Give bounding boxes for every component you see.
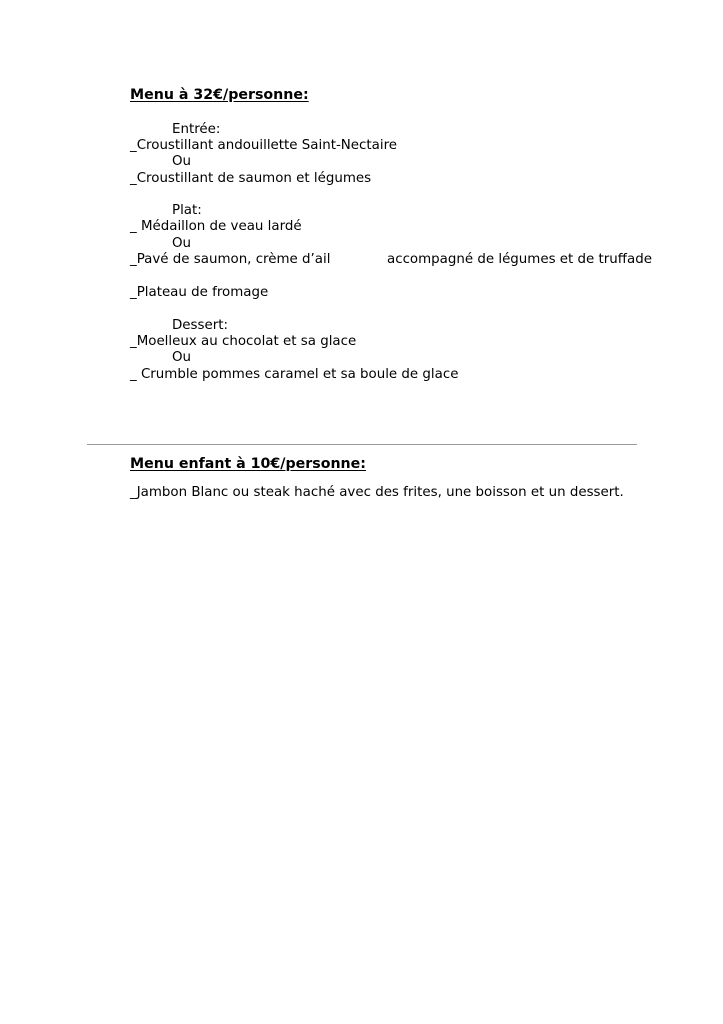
plat-label: Plat: [172, 203, 202, 218]
cheese-course: _Plateau de fromage [130, 285, 269, 300]
entree-or: Ou [172, 154, 192, 169]
plat-option-2: _Pavé de saumon, crème d’ail [130, 252, 331, 267]
dessert-option-1: _Moelleux au chocolat et sa glace [130, 334, 357, 349]
plat-or: Ou [172, 236, 192, 251]
menu-adult-heading: Menu à 32€/personne: [130, 87, 309, 103]
dessert-option-2: _ Crumble pommes caramel et sa boule de glace [130, 367, 459, 382]
menu-child-description: _Jambon Blanc ou steak haché avec des frites, une boisson et un dessert. [130, 485, 624, 500]
entree-label: Entrée: [172, 122, 221, 137]
entree-option-2: _Croustillant de saumon et légumes [130, 171, 372, 186]
entree-option-1: _Croustillant andouillette Saint-Nectaire [130, 138, 398, 153]
dessert-label: Dessert: [172, 318, 229, 333]
dessert-or: Ou [172, 350, 192, 365]
menu-child-heading: Menu enfant à 10€/personne: [130, 456, 366, 472]
plat-option-1: _ Médaillon de veau lardé [130, 219, 302, 234]
plat-side: accompagné de légumes et de truffade [387, 252, 652, 267]
section-divider [87, 444, 637, 445]
